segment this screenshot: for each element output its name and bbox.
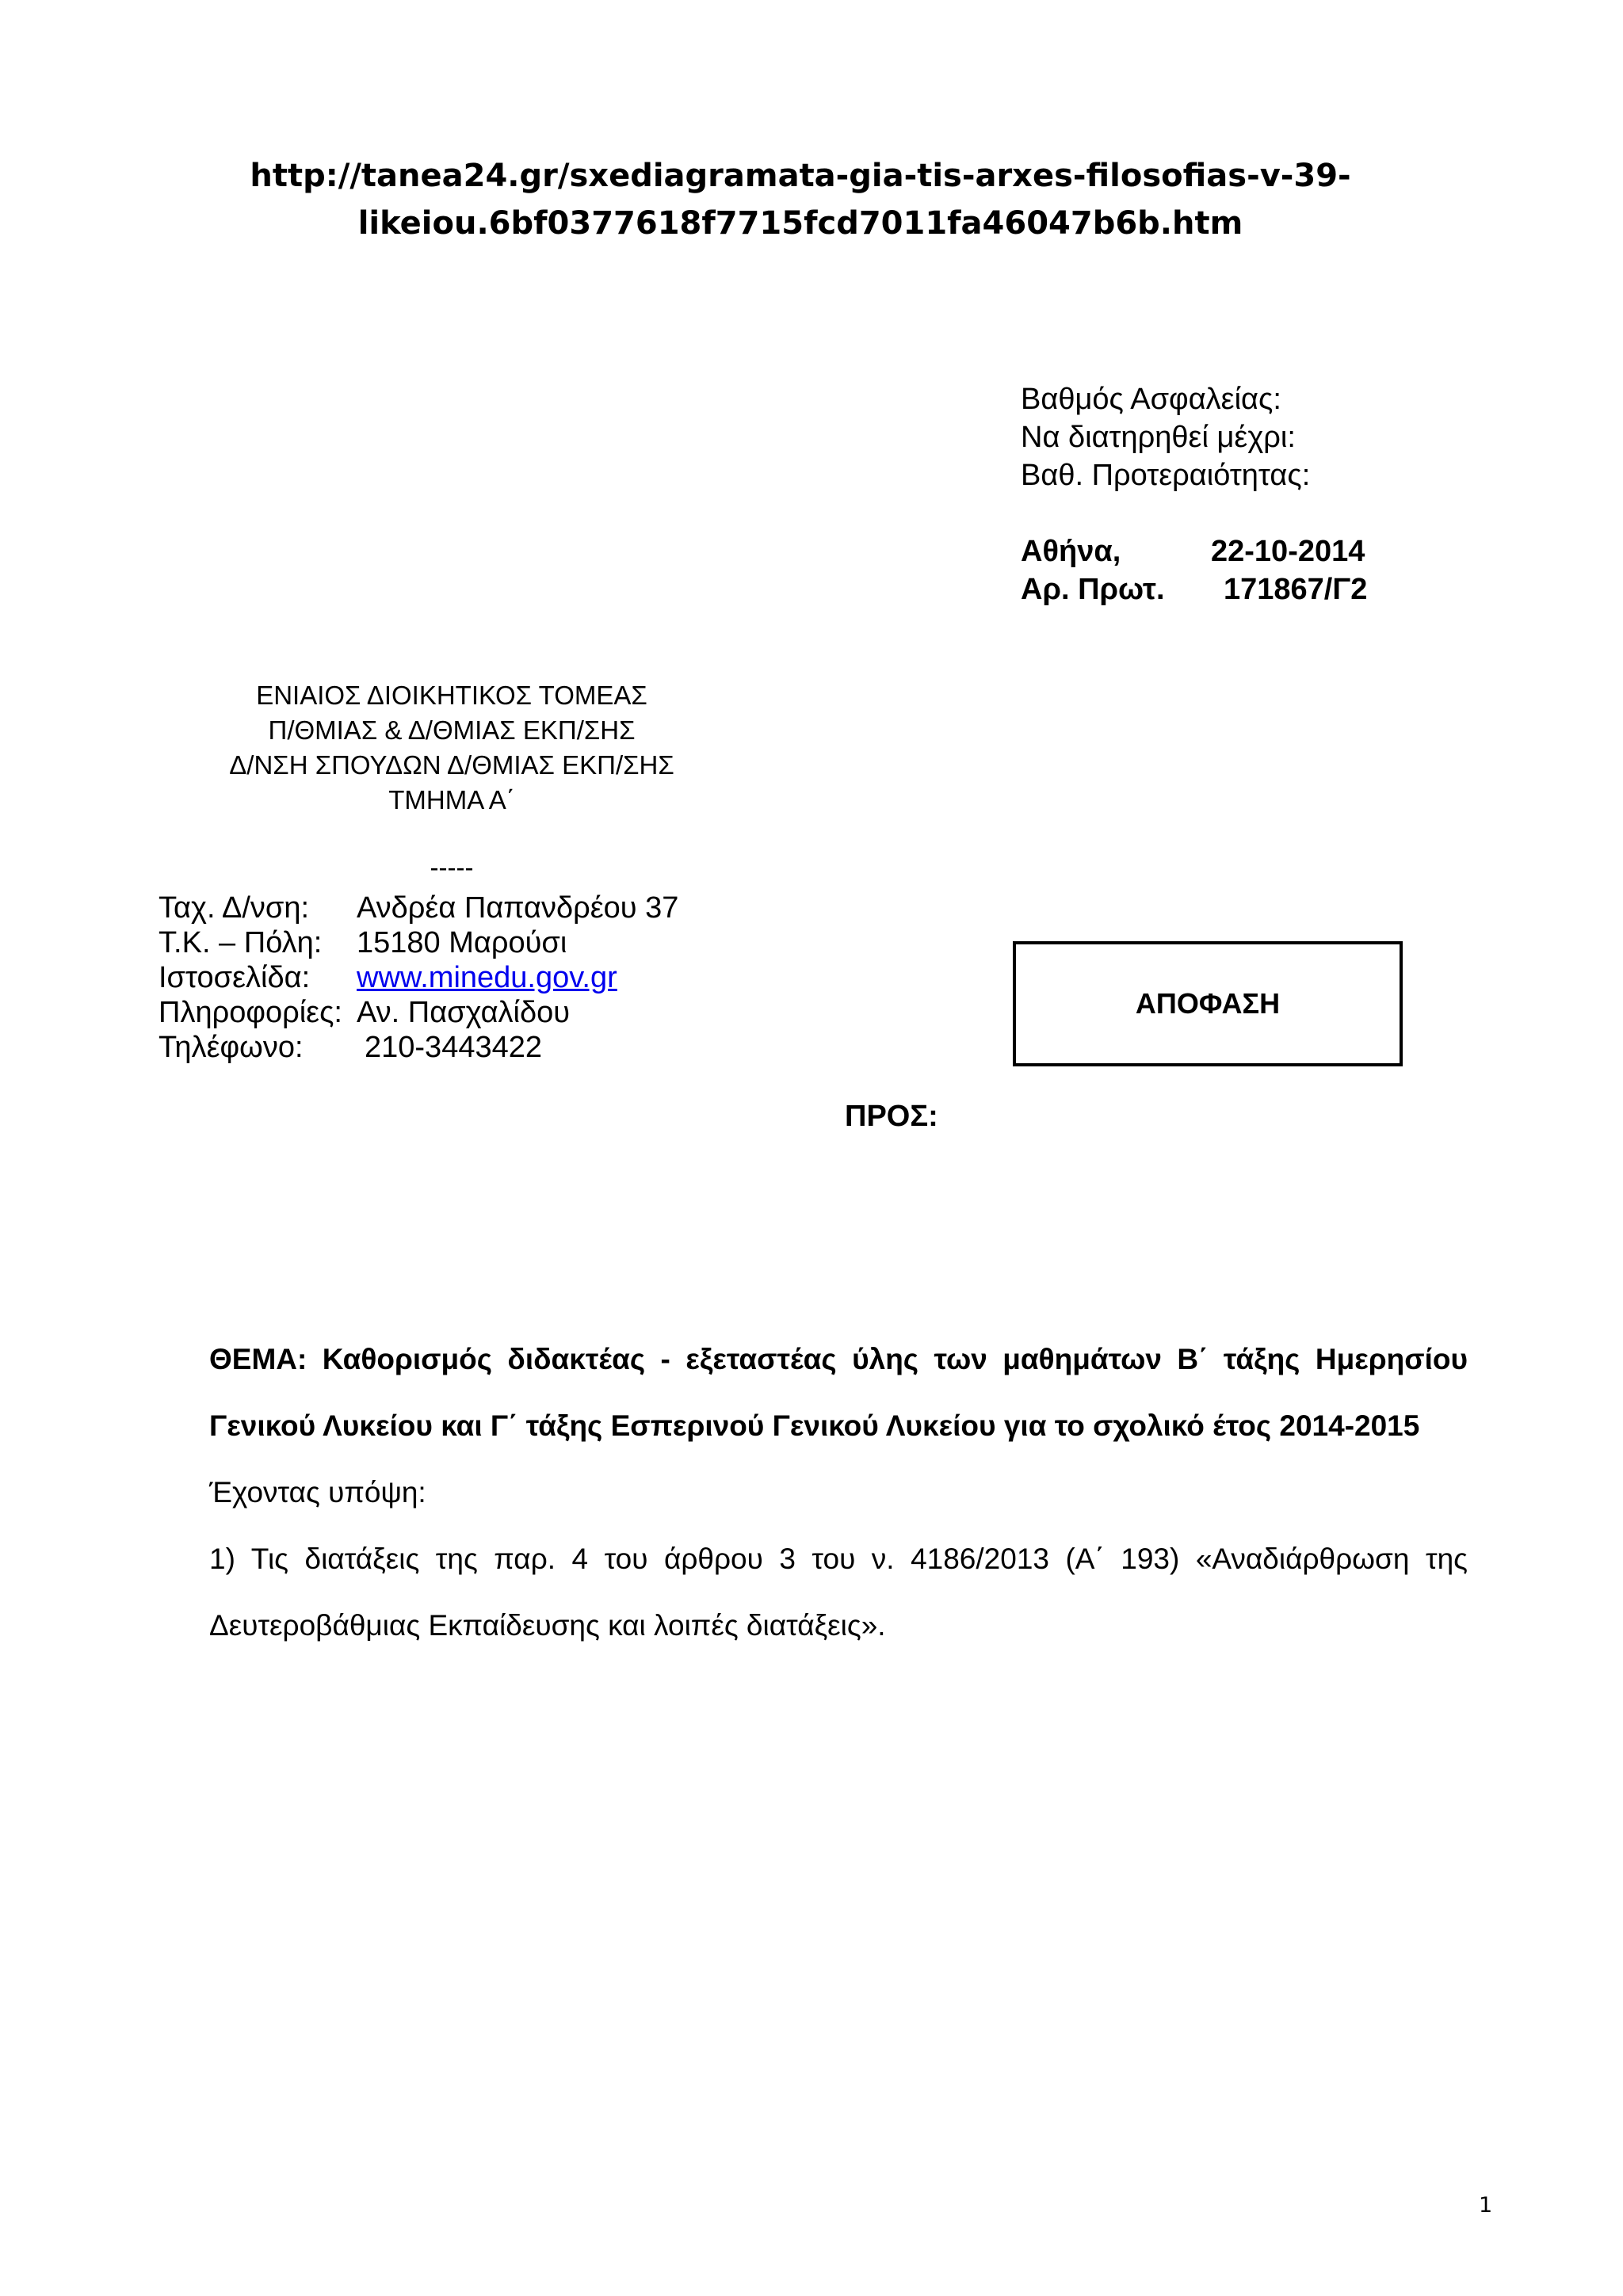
source-url-line-1: http://tanea24.gr/sxediagramata-gia-tis-arxes-filosofias-v-39-	[250, 158, 1351, 194]
website-value-wrapper	[357, 960, 617, 995]
protocol-number: 171867/Γ2	[1224, 573, 1368, 606]
department-line: ΕΝΙΑΙΟΣ ΔΙΟΙΚΗΤΙΚΟΣ ΤΟΜΕΑΣ	[256, 681, 647, 710]
priority-label: Βαθ. Προτεραιότητας:	[1021, 459, 1311, 492]
recipient-label: ΠΡΟΣ:	[845, 1100, 938, 1133]
info-label: Πληροφορίες:	[158, 996, 342, 1029]
address-value: Ανδρέα Παπανδρέου 37	[357, 891, 679, 925]
separator-dashes: -----	[430, 852, 474, 882]
info-value: Αν. Πασχαλίδου	[357, 996, 571, 1029]
security-level-label: Βαθμός Ασφαλείας:	[1021, 383, 1281, 416]
department-line: Π/ΘΜΙΑΣ & Δ/ΘΜΙΑΣ ΕΚΠ/ΣΗΣ	[268, 715, 636, 745]
decision-title: ΑΠΟΦΑΣΗ	[1135, 987, 1281, 1020]
considering-intro: Έχοντας υπόψη:	[209, 1476, 426, 1508]
address-label: Ταχ. Δ/νση:	[158, 891, 310, 925]
body-text	[209, 1459, 1468, 1659]
department-line: ΤΜΗΜΑ Α΄	[388, 785, 515, 814]
issuing-department	[158, 678, 745, 818]
department-line: Δ/ΝΣΗ ΣΠΟΥΔΩΝ Δ/ΘΜΙΑΣ ΕΚΠ/ΣΗΣ	[229, 750, 674, 780]
page-number: 1	[1479, 2193, 1493, 2218]
phone-label: Τηλέφωνο:	[158, 1031, 304, 1064]
document-date: 22-10-2014	[1211, 535, 1365, 568]
subject-paragraph: ΘΕΜΑ: Καθορισμός διδακτέας - εξεταστέας ύλης των μαθημάτων Β΄ τάξης Ημερησίου Γενικού Λυκείου και Γ΄ τάξης Εσπερινού Γενικού Λυκείου για το σχολικό έτος 2014-2015	[209, 1343, 1468, 1442]
website-link[interactable]: www.minedu.gov.gr	[357, 961, 617, 994]
protocol-label: Αρ. Πρωτ.	[1021, 573, 1165, 606]
city-label: Τ.Κ. – Πόλη:	[158, 926, 323, 959]
retain-until-label: Να διατηρηθεί μέχρι:	[1021, 421, 1296, 454]
legal-basis-item-1: 1) Τις διατάξεις της παρ. 4 του άρθρου 3 του ν. 4186/2013 (Α΄ 193) «Αναδιάρθρωση της Δευτεροβάθμιας Εκπαίδευσης και λοιπές διατάξεις».	[209, 1543, 1468, 1642]
website-label: Ιστοσελίδα:	[158, 961, 311, 994]
decision-title-box	[1013, 941, 1403, 1066]
city-value: 15180 Μαρούσι	[357, 926, 567, 959]
classification-block	[1021, 380, 1310, 494]
phone-value: 210-3443422	[365, 1031, 542, 1064]
source-url-header	[238, 152, 1363, 247]
place-label: Αθήνα,	[1021, 535, 1121, 568]
source-url-line-2: likeiou.6bf0377618f7715fcd7011fa46047b6b.htm	[357, 205, 1243, 242]
